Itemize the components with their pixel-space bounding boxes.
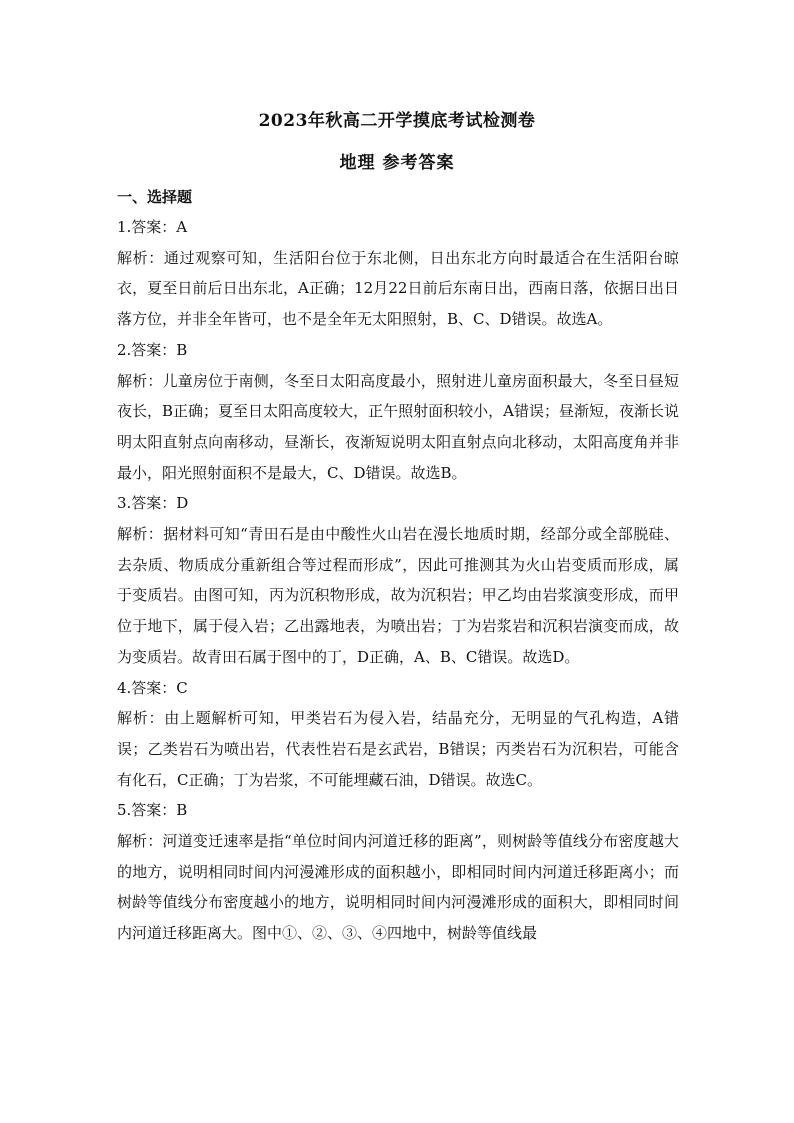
section-heading: 一、选择题	[117, 188, 193, 206]
analysis-paragraph: 解析：通过观察可知，生活阳台位于东北侧，日出东北方向时最适合在生活阳台晾衣，夏至日前后日出东北，A正确；12月22日前后东南日出，西南日落，依据日出日落方位，并非全年皆可，也不是全年无太阳照射，B、C、D错误。故选A。	[117, 248, 679, 329]
answer-line: 1.答案：A	[117, 218, 188, 236]
answer-line: 2.答案：B	[117, 340, 188, 359]
answer-list	[117, 212, 679, 949]
analysis-paragraph: 解析：河道变迁速率是指“单位时间内河道迁移的距离”，则树龄等值线分布密度越大的地方，说明相同时间内河漫滩形成的面积越小，即相同时间内河道迁移距离小；而树龄等值线分布密度越小的地方，说明相同时间内河漫滩形成的面积大，即相同时间内河道迁移距离大。图中①、②、③、④四地中，树龄等值线最	[117, 832, 679, 943]
page-subtitle: 地理 参考答案	[339, 153, 455, 173]
answer-line: 3.答案：D	[117, 494, 189, 513]
answer-line: 5.答案：B	[117, 801, 188, 820]
analysis-paragraph: 解析：据材料可知“青田石是由中酸性火山岩在漫长地质时期，经部分或全部脱硅、去杂质、物质成分重新组合等过程而形成”，因此可推测其为火山岩变质而形成，属于变质岩。由图可知，丙为沉积物形成，故为沉积岩；甲乙均由岩浆演变形成，而甲位于地下，属于侵入岩；乙出露地表，为喷出岩；丁为岩浆岩和沉积岩演变而成，故为变质岩。故青田石属于图中的丁，D正确，A、B、C错误。故选D。	[117, 525, 679, 666]
analysis-paragraph: 解析：儿童房位于南侧，冬至日太阳高度最小，照射进儿童房面积最大，冬至日昼短夜长，B正确；夏至日太阳高度较大，正午照射面积较小，A错误；昼渐短，夜渐长说明太阳直射点向南移动，昼渐长，夜渐短说明太阳直射点向北移动，太阳高度角并非最小，阳光照射面积不是最大，C、D错误。故选B。	[117, 371, 679, 482]
page-title: 2023年秋高二开学摸底考试检测卷	[258, 111, 536, 131]
answer-line: 4.答案：C	[117, 678, 188, 697]
analysis-paragraph: 解析：由上题解析可知，甲类岩石为侵入岩，结晶充分，无明显的气孔构造，A错误；乙类岩石为喷出岩，代表性岩石是玄武岩，B错误；丙类岩石为沉积岩，可能含有化石，C正确；丁为岩浆，不可能埋藏石油，D错误。故选C。	[117, 709, 679, 789]
